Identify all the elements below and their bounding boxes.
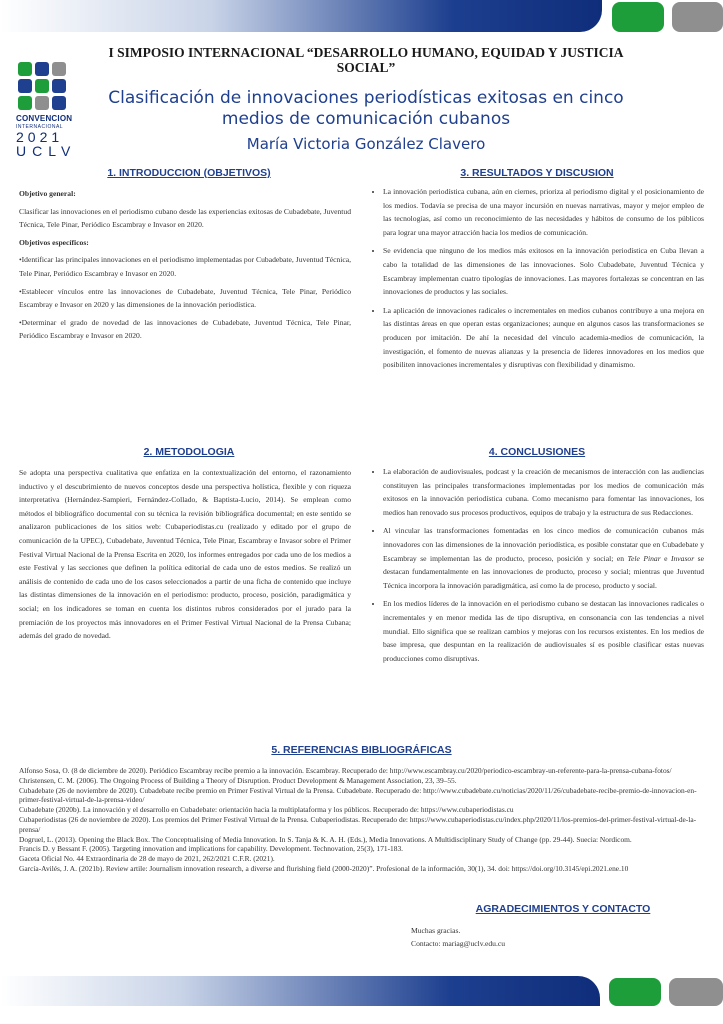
conclusion-item bbox=[383, 524, 704, 592]
specific-objective: •Establecer vínculos entre las innovaciones de Cubadebate, Juventud Técnica, Tele Pinar, Periódico Escambray e Invasor en 2020 y las dimensiones de la innovación periodística. bbox=[19, 286, 351, 310]
results-section bbox=[372, 185, 704, 377]
reference-item: Francis D. y Bessant F. (2005). Targeting innovation and implications for capability. Development. Technovation, 25(3), 171-183. bbox=[19, 844, 403, 854]
results-heading: 3. RESULTADOS Y DISCUSION bbox=[460, 167, 614, 179]
logo-square bbox=[52, 96, 66, 110]
logo-squares bbox=[18, 62, 70, 110]
conclusions-section bbox=[372, 465, 704, 670]
convention-logo bbox=[16, 62, 77, 159]
results-list bbox=[372, 185, 704, 372]
thanks-heading: AGRADECIMIENTOS Y CONTACTO bbox=[475, 903, 651, 915]
references-list bbox=[19, 766, 705, 874]
reference-item: Alfonso Sosa, O. (8 de diciembre de 2020). Periódico Escambray recibe premio a la innovación. Escambray. Recuperado de: http://www.escambray.cu/2020/periodico-escambray-un-referente-para-la-prensa-cubana-fotos/ bbox=[19, 766, 672, 775]
symposium-title: I SIMPOSIO INTERNACIONAL “DESARROLLO HUMANO, EQUIDAD Y JUSTICIA SOCIAL” bbox=[108, 45, 624, 75]
header-green-tab bbox=[612, 2, 664, 32]
conclusions-heading: 4. CONCLUSIONES bbox=[488, 446, 586, 458]
results-item: • La innovación periodística cubana, aún en ciernes, prioriza al periodismo digital y el posicionamiento de los medios. Todavía se precisa de una mayor incursión en nuevas narrativas, mayor y mejor empleo de las tecnologías, así como un reconocimiento de las necesidades y hábitos de consumo de los públicos para lograr una mayor atracción hacia los medios de comunicación. bbox=[383, 185, 704, 239]
logo-square bbox=[18, 62, 32, 76]
header-band bbox=[0, 0, 602, 32]
general-objective-text: Clasificar las innovaciones en el periodismo cubano desde las experiencias exitosas de Cubadebate, Juventud Técnica, Tele Pinar, Periódico Escambray e Invasor en 2020. bbox=[19, 206, 351, 230]
logo-square bbox=[35, 62, 49, 76]
logo-square bbox=[52, 79, 66, 93]
invasor-name: Invasor bbox=[670, 553, 695, 563]
logo-square bbox=[18, 79, 32, 93]
reference-item: Cubadebate (2020b). La innovación y el desarrollo en Cubadebate: orientación hacia la multiplataforma y los públicos. Recuperado de: https://www.cubaperiodistas.cu bbox=[19, 805, 514, 815]
thanks-text: Muchas gracias. bbox=[411, 926, 461, 935]
reference-item: Cubadebate (26 de noviembre de 2020). Cubadebate recibe premio en Primer Festival Virtual de la Prensa. Cubadebate. Recuperado de: http://www.cubadebate.cu/noticias/2020/11/26/cubadebate-recibe-premio-de-innovacion-en-primer-festival-virtual-de-la-prensa-video/ bbox=[19, 785, 697, 805]
logo-convencion: CONVENCION bbox=[16, 114, 73, 123]
footer-gray-tab bbox=[669, 978, 723, 1006]
references-heading: 5. REFERENCIAS BIBLIOGRÁFICAS bbox=[271, 744, 452, 756]
reference-item: Gaceta Oficial No. 44 Extraordinaria de 28 de mayo de 2021, 262/2021 C.F.R. (2021). bbox=[19, 854, 275, 864]
conclusions-list bbox=[372, 465, 704, 665]
results-item: • Se evidencia que ninguno de los medios más exitosos en la innovación periodística en Cuba llevan a cabo la totalidad de las dimensiones de las innovaciones. Solo Cubadebate, Juventud Técnica y Escambray implementan cuatro tipologías de innovaciones. Las mayores fortalezas se concentran en las innovaciones de productos y las sociales. bbox=[383, 244, 704, 298]
specific-objective: •Determinar el grado de novedad de las innovaciones de Cubadebate, Juventud Técnica, Tele Pinar, Periódico Escambray e Invasor en 2020. bbox=[19, 317, 351, 341]
logo-square bbox=[35, 79, 49, 93]
general-objective-label: Objetivo general: bbox=[19, 189, 76, 198]
specific-objective: •Identificar las principales innovaciones en el periodismo implementadas por Cubadebate, Juventud Técnica, Tele Pinar, Periódico Escambray e Invasor en 2020. bbox=[19, 255, 351, 278]
logo-square bbox=[35, 96, 49, 110]
thanks-section bbox=[411, 924, 611, 950]
logo-uclv: UCLV bbox=[16, 143, 77, 159]
conclusion-item: • La elaboración de audiovisuales, podcast y la creación de mecanismos de interacción con las audiencias constituyen las principales transformaciones implementadas por los medios de comunicación más exitosos en la innovación periodística cubana. Como mecanismo para fomentar las innovaciones, los medios han renovado sus procesos productivos, equipos de trabajo y la estructura de sus Redacciones. bbox=[383, 465, 704, 519]
footer-band bbox=[0, 976, 600, 1006]
logo-year: 2021 bbox=[16, 129, 64, 145]
specific-objectives-label: Objetivos específicos: bbox=[19, 237, 89, 247]
footer-green-tab bbox=[609, 978, 661, 1006]
reference-item: Dogruel, L. (2013). Opening the Black Box. The Conceptualising of Media Innovation. In S. Tanja & K. A. H. (Eds.), Media Innovations. A Multidisciplinary Study of Change (pp. 29-44). Suecia: Nordicom. bbox=[19, 834, 632, 844]
author-name: María Victoria González Clavero bbox=[246, 135, 486, 153]
conclusion-text: se destacan fundamentalmente en las innovaciones de producto, proceso y social; mientras que Juventud Técnica incorpora la innovación paradigmática, así como la de proceso, producto y social. bbox=[383, 553, 704, 590]
logo-internacional: INTERNACIONAL bbox=[16, 124, 64, 130]
reference-item: García-Avilés, J. A. (2021b). Review artile: Journalism innovation research, a diverse and flurishing field (2000-2020)”. Profesional de la información, 30(1), 34. doi: https://doi.org/10.3145/epi.2021.ene.10 bbox=[19, 863, 629, 873]
method-section bbox=[19, 466, 351, 647]
header-gray-tab bbox=[672, 2, 723, 32]
method-heading: 2. METODOLOGIA bbox=[143, 446, 235, 458]
tele-pinar-name: Tele Pinar bbox=[627, 553, 661, 563]
intro-heading: 1. INTRODUCCION (OBJETIVOS) bbox=[107, 167, 271, 179]
conclusion-text: Al vincular las transformaciones fomentadas en los cinco medios de comunicación cubanos más innovadores con las dimensiones de la innovación periodística, es posible constatar que en Cubadebate y Escambray se implementan las de producto, proceso, posición y social; en bbox=[383, 526, 704, 563]
logo-square bbox=[52, 62, 66, 76]
reference-item: Cubaperiodistas (26 de noviembre de 2020). Los premios del Primer Festival Virtual de la Prensa. Cubaperiodistas. Recuperado de: https://www.cubaperiodistas.cu/index.php/2020/11/los-premios-del-primer-festival-virtual-de-la-prensa/ bbox=[19, 814, 697, 834]
intro-section bbox=[19, 187, 351, 347]
results-item: • La aplicación de innovaciones radicales o incrementales en medios cubanos contribuye a una mejora en las distintas áreas en que operan estas organizaciones; aunque en algunos casos las transformaciones se producen por imitación. De ahí la necesidad del vínculo academia-medios de comunicación, la investigación, el fomento de nuevas alianzas y la presencia de líderes innovadores en los medios que posibiliten innovaciones incrementales y disruptivas con flexibilidad y dinamismo. bbox=[383, 304, 704, 372]
conclusion-text: e bbox=[660, 553, 671, 563]
poster-title: Clasificación de innovaciones periodísticas exitosas en cinco medios de comunicación cubanos bbox=[108, 88, 624, 129]
reference-item: Christensen, C. M. (2006). The Ongoing Process of Building a Theory of Disruption. Product Development & Management Association, 23, 39–55. bbox=[19, 775, 457, 785]
method-text: Se adopta una perspectiva cualitativa que enfatiza en la contextualización del entorno, el razonamiento inductivo y el descubrimiento de nuevos conceptos desde una perspectiva holística, flexible y con riqueza interpretativa (Hernández-Sampieri, Fernández-Collado, & Baptista-Lucio, 2014). Se emplean como métodos el bibliográfico documental con su técnica la revisión bibliográfica documental; en este sentido se analizaron publicaciones de los sitios web: Cubaperiodistas.cu (realizado y editado por el grupo de comunicación de la UPEC), Cubadebate, Juventud Técnica, Tele Pinar, Escambray e Invasor sobre el Primer Festival Virtual Nacional de la Prensa Escrita en 2020, los informes entregados por cada uno de los medios a este Festival y las secciones que definen la política editorial de cada uno de estos medios. Se realizó un análisis de contenido de cada uno de los casos seleccionados a partir de una ficha de contenido que incluye las distintas dimensiones de la innovación en el periodismo: producto, proceso, posición, paradigmática y social; en los indicadores se toman en cuenta los distintos rubros considerados por el jurado para la premiación de los proyectos más innovadores en el Primer Festival Virtual Nacional de la Prensa Cubana; además del grado de novedad. bbox=[19, 468, 351, 641]
contact-email: Contacto: mariag@uclv.edu.cu bbox=[411, 939, 506, 948]
conclusion-item: • En los medios líderes de la innovación en el periodismo cubano se destacan las innovaciones radicales o incrementales y en menor medida las de tipo disruptiva, en consonancia con las tendencias a nivel mundial. Ello significa que se realizan cambios y mejoras con los recursos existentes. En los medios de base impresa, que despuntan en la realización de audiovisuales sí es posible clasificar estas nuevas producciones como disruptivas. bbox=[383, 597, 704, 665]
logo-square bbox=[18, 96, 32, 110]
